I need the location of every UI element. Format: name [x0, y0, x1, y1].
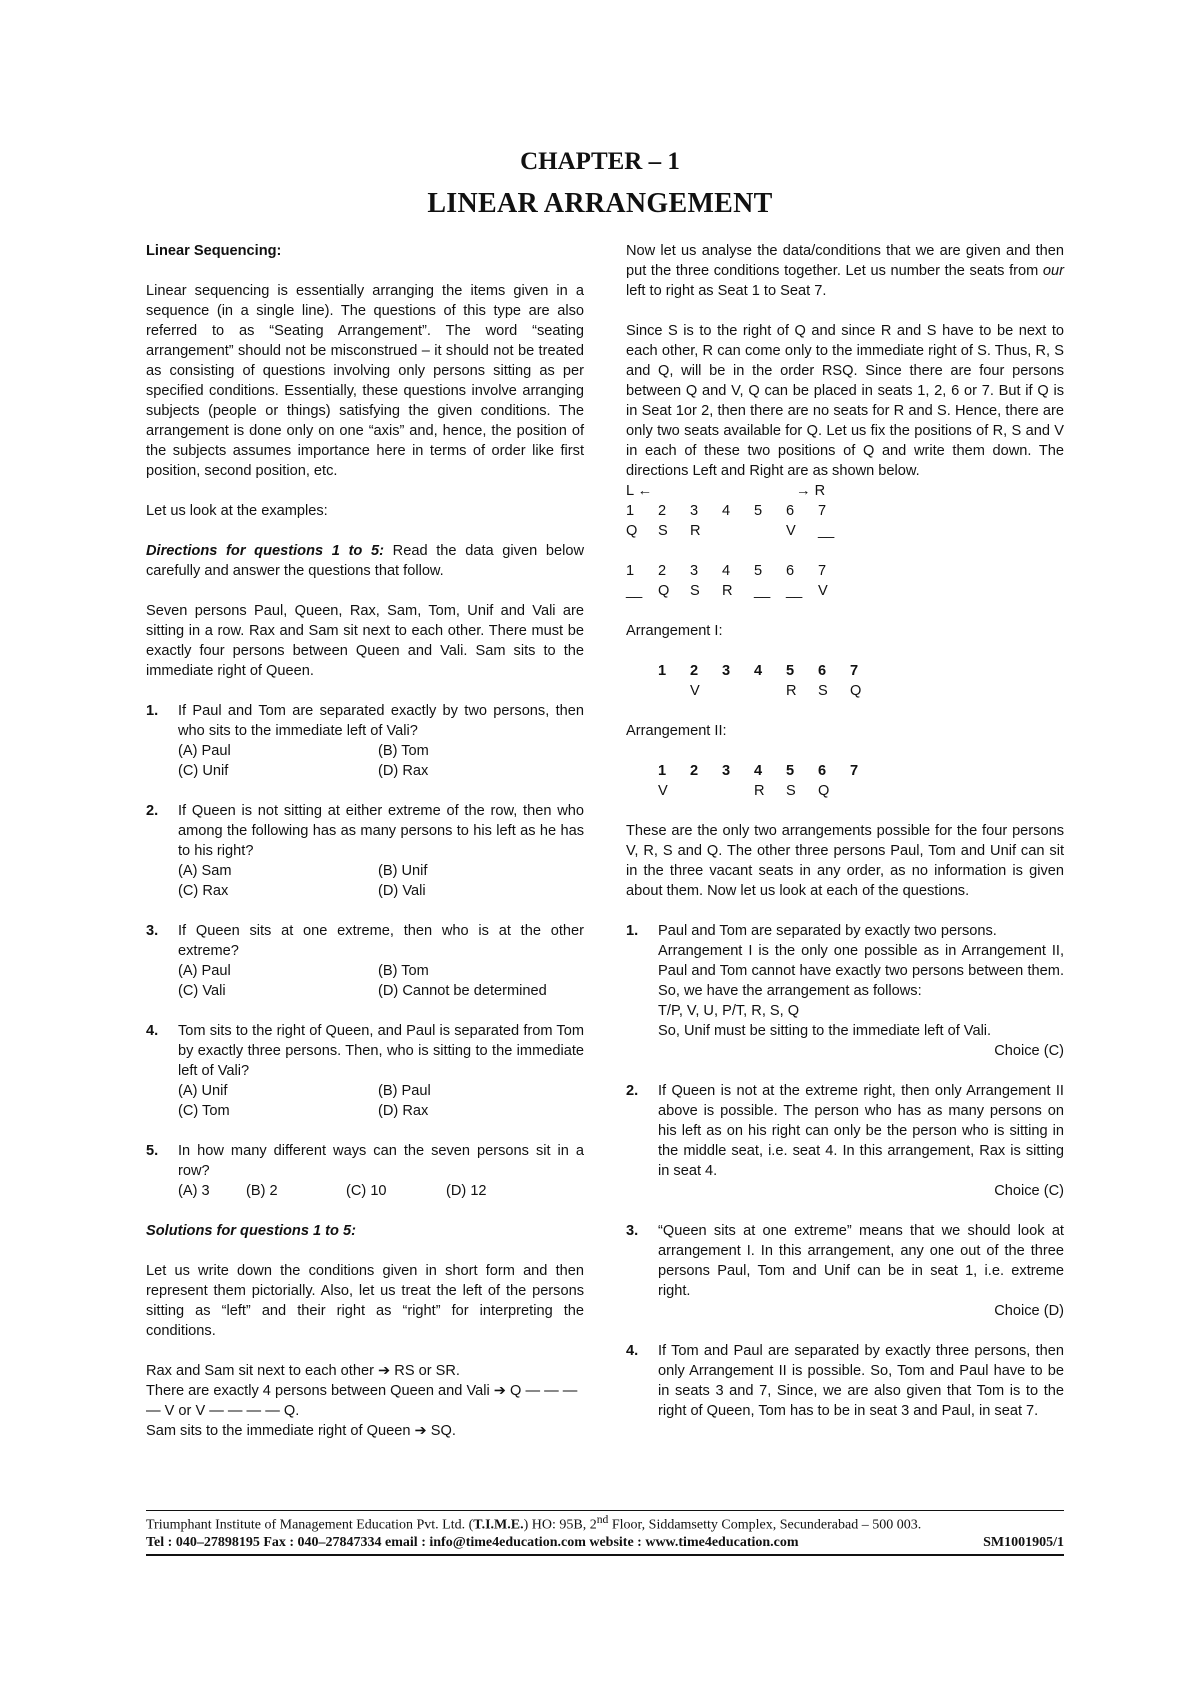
seat-number: 1 — [658, 663, 667, 679]
question-text: If Paul and Tom are separated exactly by two persons, then who sits to the immediate left of Vali? — [178, 703, 584, 739]
seat-occupant: S — [786, 783, 796, 799]
question-text: If Queen is not sitting at either extreme of the row, then who among the following has as many persons to his left as he has to his right? — [178, 803, 584, 859]
question-number: 2. — [146, 803, 159, 819]
seat-occupant — [754, 521, 786, 541]
seat-number: 4 — [722, 563, 731, 579]
answer-choice: Choice (D) — [994, 1303, 1064, 1319]
section-heading: Linear Sequencing: — [146, 243, 282, 259]
question-text: Tom sits to the right of Queen, and Paul is separated from Tom by exactly three persons. Then, who is sitting to the immediate left of Vali? — [178, 1023, 584, 1079]
analysis-paragraph — [626, 241, 1064, 301]
question-item — [146, 701, 584, 781]
seat-number: 3 — [722, 763, 731, 779]
seat-number: 2 — [658, 563, 667, 579]
solutions-intro: Let us write down the conditions given in short form and then represent them pictorially. Also, let us treat the left of the persons sitting as “left” and their right as “right” for interpreting the conditions. — [146, 1263, 584, 1339]
answer-choice: Choice (C) — [994, 1043, 1064, 1059]
seat-number: 3 — [690, 503, 699, 519]
question-item — [146, 1021, 584, 1121]
option: (B) Tom — [378, 743, 429, 759]
seat-occupant: S — [658, 523, 668, 539]
seat-number: 6 — [818, 663, 827, 679]
directions-label: Directions for questions 1 to 5: — [146, 543, 384, 559]
answer-text: If Tom and Paul are separated by exactly three persons, then only Arrangement II is possible. So, Tom and Paul have to be in seats 3 and 7, Since, we are also given that Tom is to the right of Queen, Tom has to be in seat 3 and Paul, in seat 7. — [658, 1343, 1064, 1419]
seat-numbers-row — [626, 501, 1064, 521]
seat-numbers-row — [626, 561, 1064, 581]
option: (D) Rax — [378, 1103, 429, 1119]
option: (B) Paul — [378, 1083, 431, 1099]
seat-occupant — [690, 781, 722, 801]
answer-number: 3. — [626, 1223, 639, 1239]
seat-occupant: Q — [850, 683, 862, 699]
question-text: If Queen sits at one extreme, then who is at the other extreme? — [178, 923, 584, 959]
question-item — [146, 801, 584, 901]
direction-indicator — [626, 481, 1064, 501]
option: (C) Vali — [178, 983, 226, 999]
seat-number: 1 — [626, 563, 635, 579]
question-item — [146, 1141, 584, 1201]
question-text: In how many different ways can the seven persons sit in a row? — [178, 1143, 584, 1179]
seat-number: 7 — [818, 563, 827, 579]
option: (A) Sam — [178, 863, 232, 879]
answer-text: So, Unif must be sitting to the immediate left of Vali. — [658, 1023, 992, 1039]
arrangement-1-seats — [658, 661, 1064, 681]
seat-number: 6 — [786, 503, 795, 519]
option: (C) 10 — [346, 1183, 387, 1199]
option: (D) Vali — [378, 883, 426, 899]
seat-occupant — [850, 781, 882, 801]
answer-item — [626, 1221, 1064, 1321]
summary-paragraph: These are the only two arrangements possible for the four persons V, R, S and Q. The other three persons Paul, Tom and Unif can sit in the three vacant seats in any order, as no information is given about them. Now let us look at each of the questions. — [626, 823, 1064, 899]
option: (A) Paul — [178, 963, 231, 979]
option: (D) Rax — [378, 763, 429, 779]
seat-occupant: __ — [786, 583, 803, 599]
left-column — [146, 241, 584, 1441]
footer-code: SM1001905/1 — [983, 1535, 1064, 1550]
seat-occupant: Q — [626, 523, 638, 539]
question-options — [178, 741, 584, 781]
seat-number: 4 — [722, 503, 731, 519]
condition-line: Rax and Sam sit next to each other ➔ RS or SR. — [146, 1363, 460, 1379]
seat-number: 4 — [754, 763, 763, 779]
footer-contact-text: Tel : 040–27898195 Fax : 040–27847334 email : info@time4education.com website : www.time4education.com — [146, 1535, 799, 1550]
seat-occupant: R — [754, 783, 765, 799]
option: (C) Tom — [178, 1103, 230, 1119]
answer-text: If Queen is not at the extreme right, then only Arrangement II above is possible. The person who has as many persons on his left as on his right can only be the person who is sitting in the middle seat, i.e. seat 4. In this arrangement, Rax is sitting in seat 4. — [658, 1083, 1064, 1179]
option: (B) Unif — [378, 863, 428, 879]
seat-occupant — [722, 521, 754, 541]
option: (A) Paul — [178, 743, 231, 759]
option: (D) Cannot be determined — [378, 983, 547, 999]
analysis-emphasis: our — [1042, 263, 1064, 279]
arrangement-2-label: Arrangement II: — [626, 723, 727, 739]
seat-number: 4 — [754, 663, 763, 679]
reasoning-paragraph: Since S is to the right of Q and since R and S have to be next to each other, R can come only to the immediate right of S. Thus, R, S and Q, will be in the order RSQ. Since there are four persons between Q and V, Q can be placed in seats 1, 2, 6 or 7. But if Q is in Seat 1or 2, then there are no seats for R and S. Hence, there are only two seats available for Q. Let us fix the positions of R, S and V in each of these two positions of Q and write them down. The directions Left and Right are as shown below. — [626, 323, 1064, 479]
question-options — [178, 1081, 584, 1121]
question-options — [178, 861, 584, 901]
left-direction: L ← — [626, 483, 653, 499]
question-options — [178, 961, 584, 1001]
answer-item — [626, 921, 1064, 1061]
seat-number: 2 — [658, 503, 667, 519]
seat-occupant: __ — [818, 523, 835, 539]
directions-paragraph — [146, 541, 584, 581]
seating-row-b — [626, 581, 1064, 601]
seat-occupant: R — [690, 523, 701, 539]
footer-text: Triumphant Institute of Management Education Pvt. Ltd. ( — [146, 1517, 474, 1533]
seat-number: 2 — [690, 663, 699, 679]
answer-text: T/P, V, U, P/T, R, S, Q — [658, 1003, 800, 1019]
seat-occupant: Q — [658, 583, 670, 599]
seat-occupant: S — [690, 583, 700, 599]
seat-number: 6 — [786, 563, 795, 579]
seat-number: 7 — [850, 763, 859, 779]
seat-number: 2 — [690, 763, 699, 779]
option: (A) Unif — [178, 1083, 228, 1099]
chapter-number: CHAPTER – 1 — [520, 148, 680, 175]
footer-text: Floor, Siddamsetty Complex, Secunderabad – 500 003. — [608, 1517, 922, 1533]
answer-text: Paul and Tom are separated by exactly two persons. — [658, 923, 997, 939]
solutions-heading: Solutions for questions 1 to 5: — [146, 1223, 356, 1239]
question-number: 4. — [146, 1023, 159, 1039]
seat-number: 1 — [658, 763, 667, 779]
option: (B) Tom — [378, 963, 429, 979]
answer-number: 2. — [626, 1083, 639, 1099]
question-number: 3. — [146, 923, 159, 939]
data-paragraph: Seven persons Paul, Queen, Rax, Sam, Tom, Unif and Vali are sitting in a row. Rax and Sam sit next to each other. There must be exactly four persons between Queen and Vali. Sam sits to the immediate right of Queen. — [146, 603, 584, 679]
answer-number: 1. — [626, 923, 639, 939]
arrangement-1-occupants — [658, 681, 1064, 701]
option: (A) 3 — [178, 1183, 210, 1199]
seat-occupant: R — [722, 583, 733, 599]
seat-occupant: V — [690, 683, 700, 699]
chapter-title: LINEAR ARRANGEMENT — [427, 188, 773, 219]
footer-text: ) HO: 95B, 2 — [523, 1517, 597, 1533]
seat-number: 7 — [850, 663, 859, 679]
seat-number: 5 — [754, 503, 763, 519]
seat-number: 3 — [690, 563, 699, 579]
answer-item — [626, 1341, 1064, 1421]
seat-occupant: S — [818, 683, 828, 699]
footer-contact — [146, 1535, 1064, 1556]
footer-address — [146, 1510, 1064, 1534]
seat-occupant: V — [658, 783, 668, 799]
analysis-text-end: left to right as Seat 1 to Seat 7. — [626, 283, 827, 299]
question-number: 5. — [146, 1143, 159, 1159]
arrangement-2-seats — [658, 761, 1064, 781]
arrangement-1-label: Arrangement I: — [626, 623, 723, 639]
right-column — [626, 241, 1064, 1421]
footer-brand: T.I.M.E. — [473, 1517, 524, 1533]
seat-occupant — [722, 781, 754, 801]
examples-line: Let us look at the examples: — [146, 503, 328, 519]
answer-number: 4. — [626, 1343, 639, 1359]
seat-occupant: V — [818, 583, 828, 599]
intro-paragraph: Linear sequencing is essentially arranging the items given in a sequence (in a single line). The questions of this type are also referred to as “Seating Arrangement”. The word “seating arrangement” should not be misconstrued – it should not be treated as consisting of questions involving only persons sitting as per specified conditions. Essentially, these questions involve arranging subjects (people or things) satisfying the given conditions. The arrangement is done only on one “axis” and, hence, the position of the subjects assumes importance here in terms of order like first position, second position, etc. — [146, 283, 584, 479]
option: (C) Rax — [178, 883, 229, 899]
seat-number: 1 — [626, 503, 635, 519]
question-options — [178, 1181, 584, 1201]
seat-number: 5 — [754, 563, 763, 579]
seat-number: 5 — [786, 663, 795, 679]
answer-text: Arrangement I is the only one possible as in Arrangement II, Paul and Tom cannot have exactly two persons between them. So, we have the arrangement as follows: — [658, 943, 1064, 999]
option: (C) Unif — [178, 763, 229, 779]
condition-line: There are exactly 4 persons between Queen and Vali ➔ Q — — — — V or V — — — — Q. — [146, 1383, 578, 1419]
answer-choice: Choice (C) — [994, 1183, 1064, 1199]
seat-occupant — [658, 681, 690, 701]
seating-row-a — [626, 521, 1064, 541]
directions-text: Read the data given below carefully and answer the questions that follow. — [146, 543, 584, 579]
answer-item — [626, 1081, 1064, 1201]
seat-number: 7 — [818, 503, 827, 519]
question-item — [146, 921, 584, 1001]
arrangement-2-occupants — [658, 781, 1064, 801]
question-number: 1. — [146, 703, 159, 719]
seat-occupant: __ — [626, 583, 643, 599]
right-direction: → R — [796, 483, 826, 499]
seat-number: 5 — [786, 763, 795, 779]
seat-number: 6 — [818, 763, 827, 779]
seat-occupant — [754, 681, 786, 701]
answer-text: “Queen sits at one extreme” means that we should look at arrangement I. In this arrangement, any one out of the three persons Paul, Tom and Unif can be in seat 1, i.e. extreme right. — [658, 1223, 1064, 1299]
seat-occupant — [722, 681, 754, 701]
option: (D) 12 — [446, 1183, 487, 1199]
seat-occupant: R — [786, 683, 797, 699]
footer-superscript: nd — [596, 1513, 609, 1526]
seat-occupant: __ — [754, 583, 771, 599]
option: (B) 2 — [246, 1183, 278, 1199]
seat-number: 3 — [722, 663, 731, 679]
seat-occupant: V — [786, 523, 796, 539]
condition-line: Sam sits to the immediate right of Queen ➔ SQ. — [146, 1423, 456, 1439]
seat-occupant: Q — [818, 783, 830, 799]
analysis-text: Now let us analyse the data/conditions that we are given and then put the three conditions together. Let us number the seats from — [626, 243, 1064, 279]
